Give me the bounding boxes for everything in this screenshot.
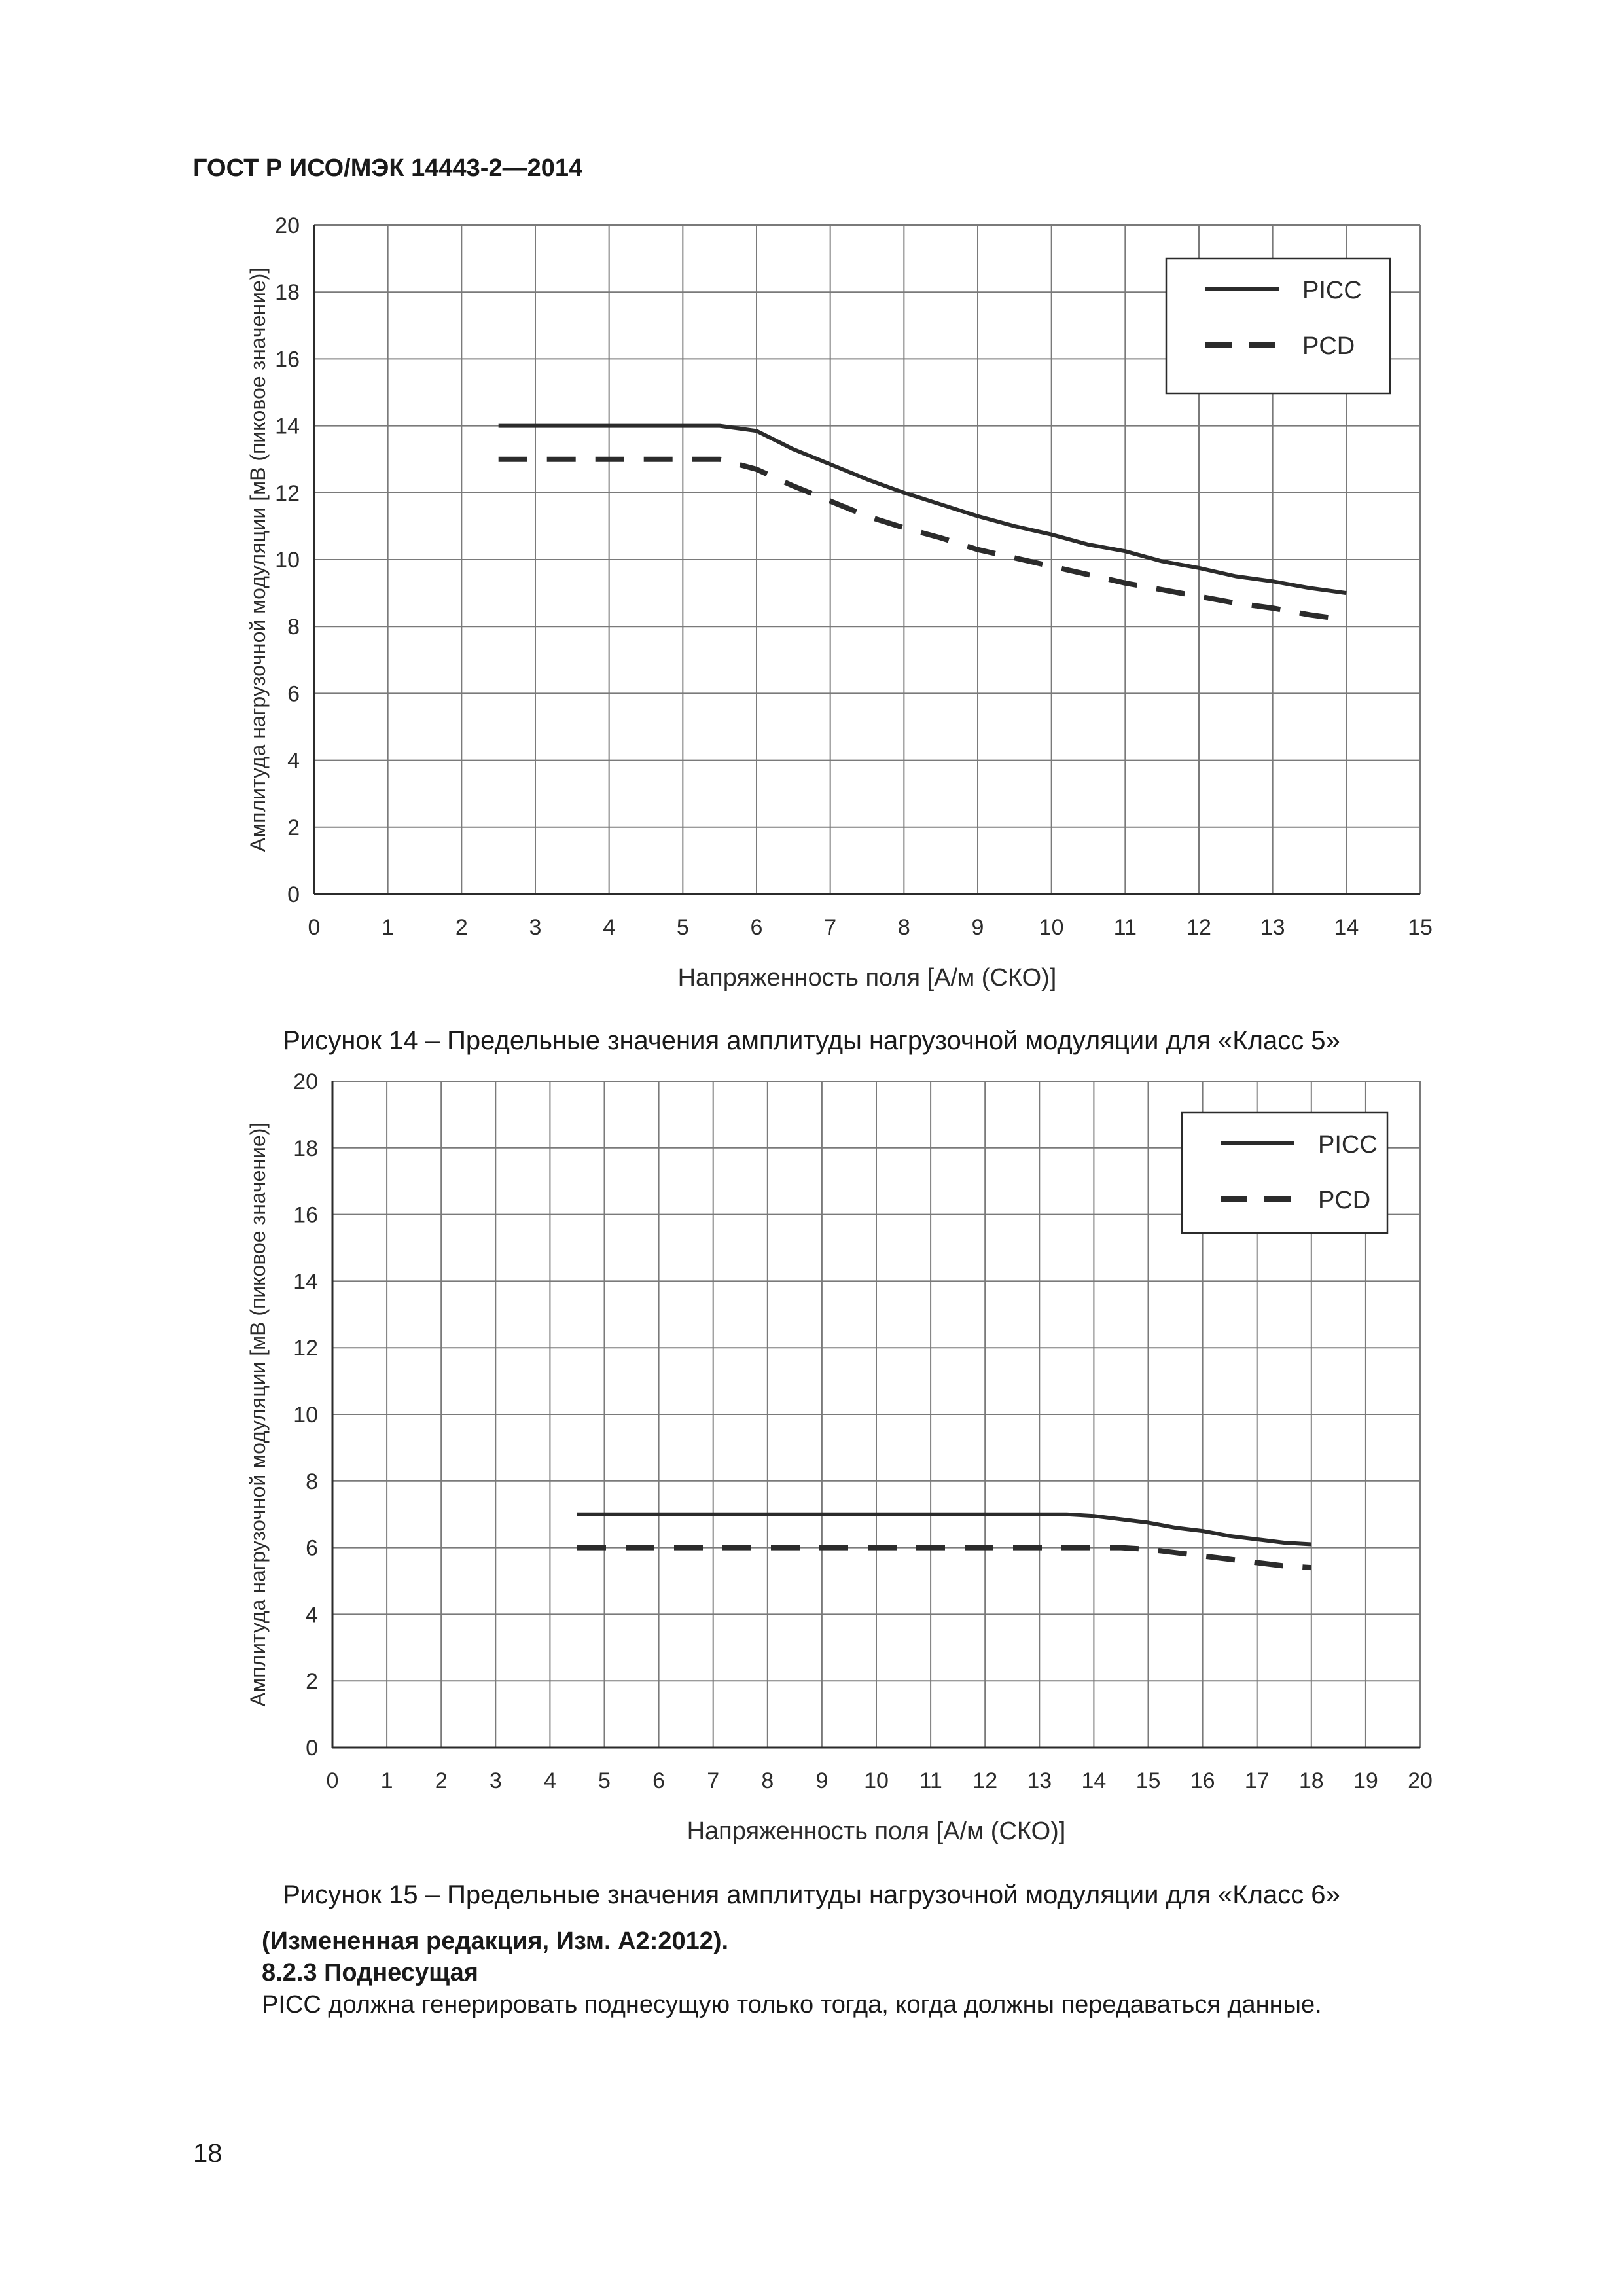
y-tick-label: 2	[287, 815, 300, 840]
y-tick-label: 16	[293, 1202, 318, 1228]
series-line-picc	[499, 426, 1347, 594]
x-tick-label: 14	[1334, 915, 1359, 940]
x-tick-label: 1	[380, 1768, 393, 1793]
x-tick-label: 17	[1244, 1768, 1270, 1793]
y-tick-label: 12	[293, 1336, 318, 1361]
series-line-picc	[577, 1515, 1311, 1545]
x-tick-label: 12	[972, 1768, 998, 1793]
page-number: 18	[193, 2139, 223, 2168]
series-line-pcd	[577, 1548, 1311, 1568]
x-tick-label: 7	[824, 915, 837, 940]
body-paragraph: PICC должна генерировать поднесущую только тогда, когда должны передаваться данные.	[262, 1991, 1322, 2018]
x-tick-label: 4	[603, 915, 616, 940]
y-tick-label: 0	[306, 1736, 318, 1761]
y-tick-label: 20	[275, 213, 300, 238]
figure-15-caption: Рисунок 15 – Предельные значения амплитуды нагрузочной модуляции для «Класс 6»	[283, 1880, 1340, 1909]
x-tick-label: 13	[1027, 1768, 1052, 1793]
amendment-note: (Измененная редакция, Изм. А2:2012).	[262, 1928, 729, 1955]
x-tick-label: 16	[1190, 1768, 1215, 1793]
x-tick-label: 15	[1408, 915, 1433, 940]
x-tick-label: 6	[750, 915, 763, 940]
y-tick-label: 14	[293, 1269, 318, 1295]
x-axis-label: Напряженность поля [А/м (СКО)]	[677, 964, 1057, 992]
y-tick-label: 8	[306, 1469, 318, 1494]
x-tick-label: 2	[455, 915, 468, 940]
x-tick-label: 6	[652, 1768, 666, 1793]
x-tick-label: 0	[308, 915, 321, 940]
x-tick-label: 5	[676, 915, 689, 940]
x-tick-label: 11	[919, 1768, 942, 1793]
x-tick-label: 8	[761, 1768, 774, 1793]
y-tick-label: 14	[275, 414, 300, 439]
y-tick-label: 4	[306, 1602, 318, 1628]
x-tick-label: 8	[897, 915, 910, 940]
y-tick-label: 4	[287, 748, 300, 774]
x-tick-label: 19	[1353, 1768, 1378, 1793]
x-tick-label: 9	[971, 915, 984, 940]
y-tick-label: 0	[287, 882, 300, 907]
legend-label-picc: PICC	[1302, 277, 1362, 304]
legend-label-picc: PICC	[1318, 1131, 1378, 1158]
x-tick-label: 2	[435, 1768, 448, 1793]
figure-14-caption: Рисунок 14 – Предельные значения амплитуды нагрузочной модуляции для «Класс 5»	[283, 1026, 1340, 1055]
legend-label-pcd: PCD	[1318, 1187, 1371, 1214]
y-tick-label: 6	[306, 1535, 318, 1561]
y-tick-label: 6	[287, 681, 300, 707]
x-tick-label: 3	[489, 1768, 502, 1793]
legend-label-pcd: PCD	[1302, 332, 1355, 360]
y-tick-label: 20	[293, 1069, 318, 1094]
x-tick-label: 11	[1113, 915, 1137, 940]
x-axis-label: Напряженность поля [А/м (СКО)]	[687, 1818, 1066, 1845]
y-tick-label: 2	[306, 1669, 318, 1695]
x-tick-label: 12	[1186, 915, 1211, 940]
x-tick-label: 14	[1081, 1768, 1107, 1793]
y-tick-label: 18	[275, 280, 300, 306]
y-tick-label: 18	[293, 1136, 318, 1161]
legend	[1166, 259, 1390, 393]
y-tick-label: 8	[287, 615, 300, 640]
x-tick-label: 10	[864, 1768, 889, 1793]
y-tick-label: 10	[275, 548, 300, 573]
y-tick-label: 12	[275, 480, 300, 506]
section-heading: 8.2.3 Поднесущая	[262, 1959, 478, 1986]
x-tick-label: 15	[1135, 1768, 1161, 1793]
document-header: ГОСТ Р ИСО/МЭК 14443-2—2014	[193, 154, 583, 182]
x-tick-label: 4	[543, 1768, 556, 1793]
series-line-pcd	[499, 459, 1347, 620]
x-tick-label: 0	[326, 1768, 339, 1793]
x-tick-label: 10	[1039, 915, 1064, 940]
y-tick-label: 10	[293, 1403, 318, 1427]
x-tick-label: 5	[598, 1768, 611, 1793]
y-axis-label: Амплитуда нагрузочной модуляции [мВ (пиковое значение)]	[246, 267, 270, 852]
x-tick-label: 7	[707, 1768, 720, 1793]
legend	[1182, 1113, 1387, 1233]
x-tick-label: 3	[529, 915, 542, 940]
x-tick-label: 9	[815, 1768, 829, 1793]
y-axis-label: Амплитуда нагрузочной модуляции [мВ (пиковое значение)]	[246, 1122, 270, 1707]
x-tick-label: 1	[382, 915, 395, 940]
x-tick-label: 20	[1408, 1768, 1433, 1793]
x-tick-label: 13	[1260, 915, 1285, 940]
x-tick-label: 18	[1298, 1768, 1324, 1793]
y-tick-label: 16	[275, 347, 300, 372]
